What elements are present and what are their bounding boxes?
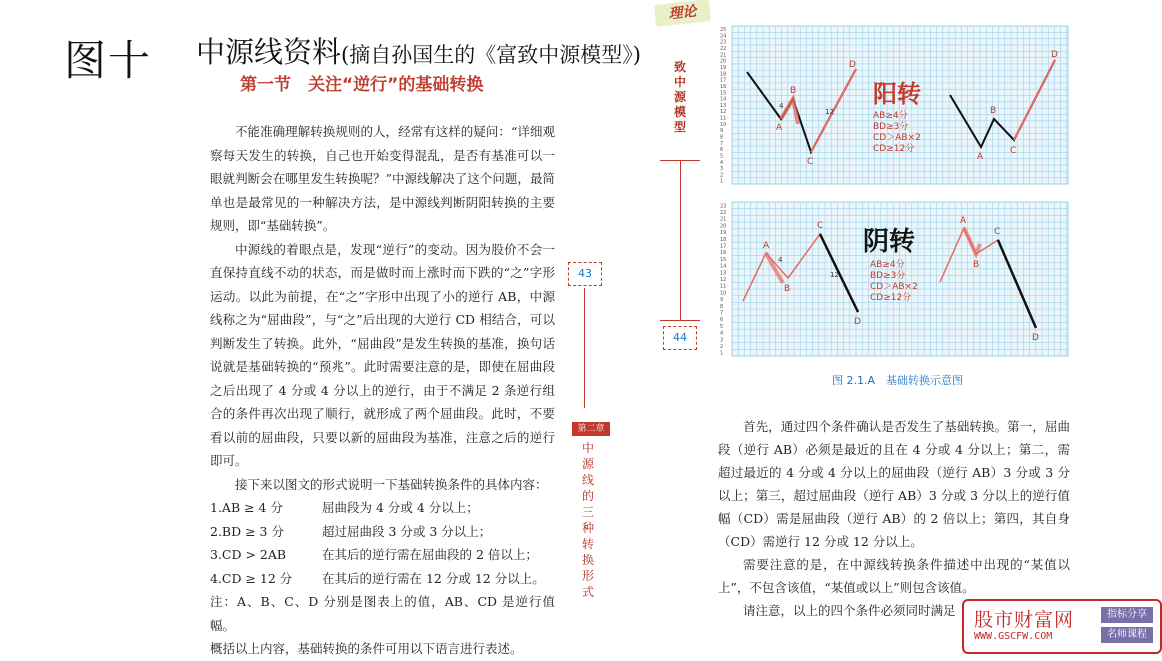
point-b: B xyxy=(784,284,791,294)
y-tick-label: 2 xyxy=(720,343,724,350)
rule-3: CD＞AB×2 xyxy=(870,282,918,292)
y-tick-label: 19 xyxy=(720,64,727,71)
y-tick-label: 12 xyxy=(720,109,727,116)
y-tick-label: 22 xyxy=(720,46,727,53)
y-tick-label: 9 xyxy=(720,128,724,135)
yang-chart xyxy=(718,22,1070,188)
source-title xyxy=(196,30,641,71)
y-tick-label: 12 xyxy=(720,277,727,284)
y-tick-label: 13 xyxy=(720,102,727,109)
right-paragraph-2: 需要注意的是，在中源线转换条件描述中出现的“某值以上”，不包含该值，“某值或以上”则包含该值。 xyxy=(718,557,1070,595)
y-tick-label: 14 xyxy=(720,96,727,103)
condition-3 xyxy=(210,543,555,567)
chapter-title-vertical: 中源线的三种转换形式 xyxy=(581,441,594,599)
brand-watermark[interactable] xyxy=(962,599,1162,654)
y-tick-label: 21 xyxy=(720,52,727,59)
label-4: 4 xyxy=(778,256,783,264)
condition-1 xyxy=(210,496,555,520)
y-tick-label: 18 xyxy=(720,236,727,243)
y-tick-label: 4 xyxy=(720,330,724,337)
y-tick-label: 3 xyxy=(720,166,724,173)
y-tick-label: 23 xyxy=(720,203,727,210)
theory-badge: 理论 xyxy=(654,0,711,27)
point-a: A xyxy=(763,241,770,251)
y-tick-label: 19 xyxy=(720,230,727,237)
point-a: A xyxy=(977,152,984,162)
paragraph-2: 中源线的着眼点是，发现“逆行”的变动。因为股价不会一直保持直线不动的状态，而是做时而上涨时而下跌的“之”字形运动。以此为前提，在“之”字形中出现了小的逆行 AB，中源线称之为“屈曲段”，与“之”后出现的大逆行 CD 相结合，可以判断发生了转换。此外，“屈曲段”是发生转换的基准，换句话说就是基础转换的“预兆”。此时需要注意的是，即使在屈曲段之后出现了 4 分或 4 分以上的逆行，由于不满足 2 条逆行组合的条件再次出现了顺行，就形成了两个屈曲段。此时，不要看以前的屈曲段，只要以新的屈曲段为基准，注意之后的逆行即可。 xyxy=(210,241,555,468)
figure-caption: 图 2.1.A 基础转换示意图 xyxy=(832,374,964,387)
y-tick-label: 11 xyxy=(720,115,727,122)
rule-2: BD≥3分 xyxy=(870,271,906,281)
brand-name: 股市财富网 xyxy=(974,609,1075,631)
y-tick-label: 2 xyxy=(720,172,724,179)
y-tick-label: 11 xyxy=(720,283,727,290)
y-tick-label: 20 xyxy=(720,58,727,65)
y-tick-label: 16 xyxy=(720,250,727,257)
rule-3: CD＞AB×2 xyxy=(873,133,921,143)
slide-title: 图十 xyxy=(64,36,153,85)
point-d: D xyxy=(854,317,861,327)
brand-tag-indicators[interactable]: 指标分享 xyxy=(1101,607,1153,623)
y-tick-label: 9 xyxy=(720,297,724,304)
condition-key: 1.AB ≥ 4 分 xyxy=(210,500,283,515)
y-tick-label: 10 xyxy=(720,121,727,128)
point-d: D xyxy=(849,60,856,70)
condition-desc: 在其后的逆行需在 12 分或 12 分以上。 xyxy=(322,570,545,586)
book-title-vertical: 致中源模型 xyxy=(673,60,686,134)
y-tick-label: 3 xyxy=(720,337,724,344)
point-a: A xyxy=(960,216,967,226)
y-tick-label: 10 xyxy=(720,290,727,297)
label-12: 12 xyxy=(825,108,834,116)
y-tick-label: 7 xyxy=(720,140,724,147)
rule-4: CD≥12分 xyxy=(873,144,915,154)
right-paragraph-1: 首先，通过四个条件确认是否发生了基础转换。第一，屈曲段（逆行 AB）必须是最近的且在 4 分或 4 分以上；第二，需超过最近的 4 分或 4 分以上的屈曲段（逆行 AB）3 分或 3 分以上；第三，超过屈曲段（逆行 AB）3 分或 3 分以上的逆行值幅（CD）需是屈曲段（逆行 AB）的 2 倍以上；第四，其自身（CD）需逆行 12 分或 12 分以上。 xyxy=(718,419,1070,549)
y-tick-label: 7 xyxy=(720,310,724,317)
y-tick-label: 15 xyxy=(720,256,727,263)
y-tick-label: 8 xyxy=(720,303,724,310)
source-title-main: 中源线资料 xyxy=(196,35,342,69)
y-tick-label: 13 xyxy=(720,270,727,277)
point-c: C xyxy=(807,157,814,167)
y-tick-label: 6 xyxy=(720,147,724,154)
paragraph-1: 不能准确理解转换规则的人，经常有这样的疑问：“详细观察每天发生的转换，自己也开始变得混乱，是否有基准可以一眼就判断会在哪里发生转换呢？”中源线解决了这个问题，最简单也是最常见的一种解决方法，是中源线判断阴阳转换的主要规则，即“基础转换”。 xyxy=(210,124,555,233)
y-tick-label: 21 xyxy=(720,216,727,223)
chapter-tag: 第二章 xyxy=(572,422,610,436)
section-heading: 第一节 关注“逆行”的基础转换 xyxy=(240,75,484,95)
y-tick-label: 17 xyxy=(720,77,727,84)
note: 注：A、B、C、D 分别是图表上的值，AB、CD 是逆行值幅。 xyxy=(210,594,555,633)
condition-2 xyxy=(210,520,555,544)
brand-tag-courses[interactable]: 名师课程 xyxy=(1101,627,1153,643)
page-number-44: 44 xyxy=(663,326,697,350)
condition-key: 4.CD ≥ 12 分 xyxy=(210,570,293,586)
left-page-text xyxy=(210,120,555,661)
point-b: B xyxy=(973,260,980,270)
rule-1: AB≥4分 xyxy=(870,260,905,270)
condition-key: 3.CD > 2AB xyxy=(210,547,287,562)
point-d: D xyxy=(1032,333,1039,343)
y-tick-label: 15 xyxy=(720,90,727,97)
rule-2: BD≥3分 xyxy=(873,122,909,132)
rule-4: CD≥12分 xyxy=(870,293,912,303)
y-tick-label: 4 xyxy=(720,159,724,166)
condition-4 xyxy=(210,567,555,591)
y-tick-label: 5 xyxy=(720,153,724,160)
y-tick-label: 6 xyxy=(720,317,724,324)
spine-tick xyxy=(660,320,700,321)
y-tick-label: 14 xyxy=(720,263,727,270)
right-page-text xyxy=(718,415,1070,622)
y-tick-label: 1 xyxy=(720,350,724,357)
y-tick-label: 5 xyxy=(720,323,724,330)
condition-desc: 超过屈曲段 3 分或 3 分以上； xyxy=(322,523,492,539)
condition-desc: 在其后的逆行需在屈曲段的 2 倍以上； xyxy=(322,547,538,562)
point-a: A xyxy=(776,123,783,133)
y-tick-label: 20 xyxy=(720,223,727,230)
rule-1: AB≥4分 xyxy=(873,111,908,121)
page-number-43: 43 xyxy=(568,262,602,286)
spine-tick xyxy=(660,160,700,161)
brand-url[interactable]: WWW.GSCFW.COM xyxy=(974,631,1053,642)
y-tick-label: 17 xyxy=(720,243,727,250)
condition-key: 2.BD ≥ 3 分 xyxy=(210,523,284,539)
y-tick-label: 18 xyxy=(720,71,727,78)
spine-line xyxy=(680,160,681,320)
condition-desc: 屈曲段为 4 分或 4 分以上； xyxy=(322,500,479,515)
point-b: B xyxy=(790,86,797,96)
y-tick-label: 24 xyxy=(720,33,727,40)
label-4: 4 xyxy=(779,102,784,110)
summary: 概括以上内容，基础转换的条件可用以下语言进行表述。 xyxy=(210,641,523,656)
y-tick-label: 16 xyxy=(720,83,727,90)
spine-line xyxy=(584,288,585,408)
yin-chart xyxy=(718,198,1070,360)
source-title-sub: (摘自孙国生的《富致中源模型》) xyxy=(341,43,641,67)
yin-title: 阴转 xyxy=(863,227,916,257)
y-tick-label: 8 xyxy=(720,134,724,141)
y-tick-label: 23 xyxy=(720,39,727,46)
point-d: D xyxy=(1051,50,1058,60)
y-tick-label: 25 xyxy=(720,27,727,34)
point-c: C xyxy=(994,227,1001,237)
right-paragraph-3: 请注意，以上的四个条件必须同时满足 xyxy=(743,603,956,618)
point-c: C xyxy=(1010,146,1017,156)
y-tick-label: 1 xyxy=(720,178,724,185)
label-12: 12 xyxy=(830,271,839,279)
paragraph-3: 接下来以图文的形式说明一下基础转换条件的具体内容： xyxy=(235,476,548,492)
yang-title: 阳转 xyxy=(873,80,921,108)
y-tick-label: 22 xyxy=(720,210,727,217)
point-c: C xyxy=(817,221,824,231)
point-b: B xyxy=(990,106,997,116)
